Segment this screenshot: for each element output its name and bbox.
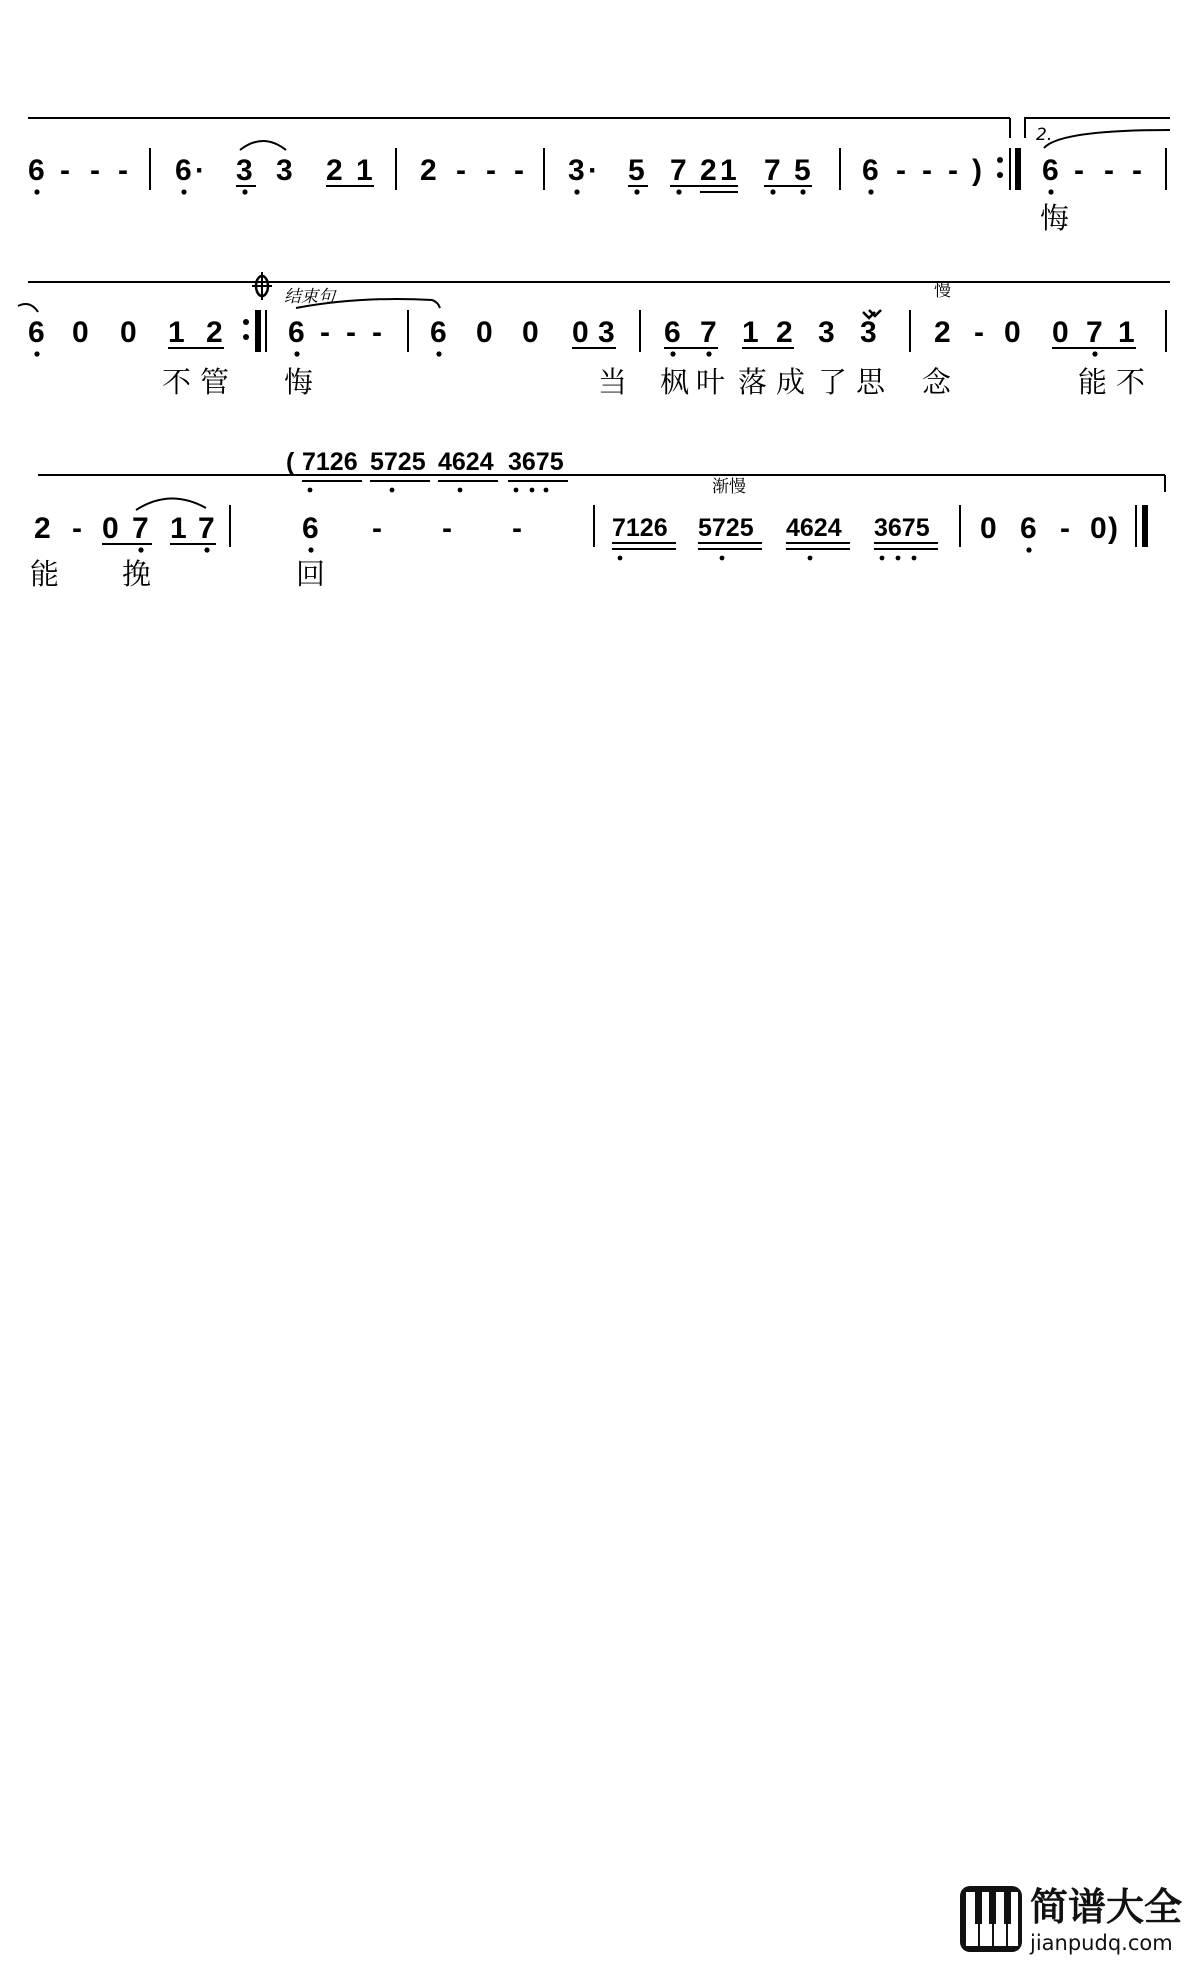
note: -	[320, 316, 330, 349]
note: 1	[170, 512, 187, 545]
note: 3	[568, 154, 585, 187]
note: 2	[934, 316, 951, 349]
lyric: 叶	[696, 365, 726, 399]
logo-url: jianpudq.com	[1030, 1931, 1173, 1955]
note: )	[972, 154, 982, 187]
note: 5	[628, 154, 645, 187]
note: -	[442, 512, 452, 545]
note: -	[72, 512, 82, 545]
note: 2	[326, 154, 343, 187]
note-group: 5725	[698, 514, 754, 542]
note: 7	[670, 154, 687, 187]
note: -	[922, 154, 932, 187]
note: -	[90, 154, 100, 187]
note-group: 3675	[508, 448, 564, 476]
lyric: 回	[296, 557, 326, 591]
system-1	[28, 118, 1170, 235]
note: 0	[72, 316, 89, 349]
note: 2	[34, 512, 51, 545]
note: 2	[700, 154, 717, 187]
note: 3	[598, 316, 615, 349]
note: 7	[1086, 316, 1103, 349]
note-group: 5725	[370, 448, 426, 476]
note: 7	[132, 512, 149, 545]
lyric: 能	[30, 557, 60, 591]
lyric: 了	[818, 365, 848, 399]
piano-keys-icon	[960, 1886, 1022, 1952]
lyric: 不	[162, 365, 192, 399]
bracket-note: (	[286, 448, 295, 476]
note: )	[1108, 512, 1118, 545]
lyric: 思	[856, 365, 886, 399]
note: 2	[420, 154, 437, 187]
note: -	[896, 154, 906, 187]
note: -	[372, 316, 382, 349]
system-3	[30, 448, 1165, 591]
note: 6	[302, 512, 319, 545]
note: 1	[356, 154, 373, 187]
note: 6	[862, 154, 879, 187]
note: 2	[206, 316, 223, 349]
note: -	[1104, 154, 1114, 187]
note: -	[1132, 154, 1142, 187]
note: 6	[664, 316, 681, 349]
note: 3	[236, 154, 253, 187]
note: 2	[776, 316, 793, 349]
note: 3	[860, 316, 877, 349]
volta-label: 2.	[1036, 125, 1053, 145]
note: 6	[28, 154, 45, 187]
logo-title: 简谱大全	[1030, 1885, 1183, 1929]
note: -	[512, 512, 522, 545]
note-group: 4624	[438, 448, 494, 476]
note: -	[456, 154, 466, 187]
lyric: 管	[200, 365, 230, 399]
note: ·	[588, 154, 598, 187]
note: 1	[1118, 316, 1135, 349]
note: 0	[1004, 316, 1021, 349]
note: -	[974, 316, 984, 349]
note: -	[514, 154, 524, 187]
site-logo	[958, 1880, 1194, 1958]
note-group: 7126	[612, 514, 668, 542]
note: 6	[288, 316, 305, 349]
note: -	[1060, 512, 1070, 545]
note: 6	[430, 316, 447, 349]
lyric: 挽	[122, 557, 152, 591]
note: -	[60, 154, 70, 187]
note: 0	[476, 316, 493, 349]
note-group: 3675	[874, 514, 930, 542]
coda-label: 结束句	[284, 287, 335, 307]
coda-sign	[252, 272, 272, 300]
note: -	[1074, 154, 1084, 187]
note: 6	[1020, 512, 1037, 545]
note-group: 7126	[302, 448, 358, 476]
lyric: 悔	[1040, 201, 1070, 235]
note: 7	[700, 316, 717, 349]
note: -	[372, 512, 382, 545]
note: 6	[28, 316, 45, 349]
lyric: 念	[922, 365, 952, 399]
note: -	[346, 316, 356, 349]
note: 0	[1052, 316, 1069, 349]
note: 0	[522, 316, 539, 349]
note: 5	[794, 154, 811, 187]
lyric: 枫	[660, 365, 690, 399]
lyric: 落	[738, 365, 768, 399]
note: 7	[198, 512, 215, 545]
note: -	[948, 154, 958, 187]
note: 0	[102, 512, 119, 545]
lyric: 当	[598, 365, 628, 399]
note: -	[118, 154, 128, 187]
note: 7	[764, 154, 781, 187]
tempo-mark: 渐慢	[712, 477, 746, 497]
system-2	[18, 272, 1170, 399]
note: 0	[980, 512, 997, 545]
note: 6	[175, 154, 192, 187]
lyric: 不	[1116, 365, 1146, 399]
note: -	[486, 154, 496, 187]
note: 1	[742, 316, 759, 349]
lyric: 成	[776, 365, 806, 399]
note: 3	[276, 154, 293, 187]
note: 1	[168, 316, 185, 349]
note-group: 4624	[786, 514, 842, 542]
tempo-mark: 慢	[934, 281, 951, 301]
lyric: 悔	[284, 365, 314, 399]
lyric: 能	[1078, 365, 1108, 399]
note: 0	[572, 316, 589, 349]
note: 1	[720, 154, 737, 187]
note: ·	[195, 154, 205, 187]
note: 0	[120, 316, 137, 349]
note: 3	[818, 316, 835, 349]
note: 0	[1090, 512, 1107, 545]
note: 6	[1042, 154, 1059, 187]
